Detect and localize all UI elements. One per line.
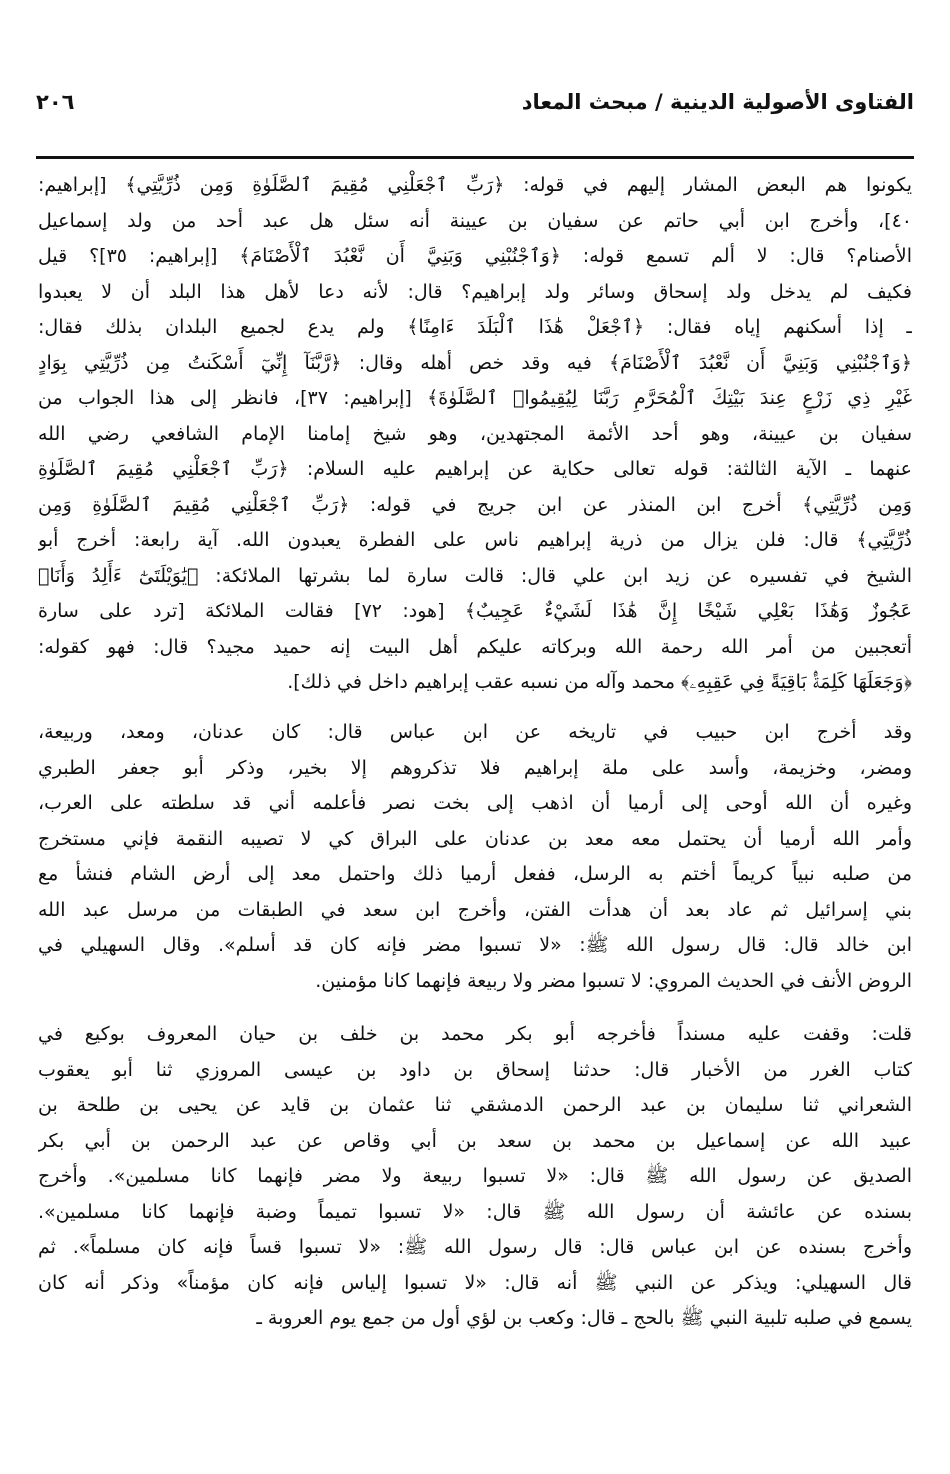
text-line: عنهما ـ الآية الثالثة: قوله تعالى حكاية عن إبراهيم عليه السلام: ﴿رَبِّ ٱجْعَلْنِي مُقِيمَ ٱلصَّلَوٰةِ (38, 458, 912, 480)
text-line: ﴿وَٱجْنُبْنِي وَبَنِيَّ أَن نَّعْبُدَ ٱلْأَصْنَامَ﴾ فيه وقد خص أهله وقال: ﴿رَّبَّنَآ إِنِّيٓ أَسْكَنتُ مِن ذُرِّيَّتِي بِوَادٍ (38, 351, 912, 374)
text-line: وَمِن ذُرِّيَّتِي﴾ أخرج ابن المنذر عن ابن جريج في قوله: ﴿رَبِّ ٱجْعَلْنِي مُقِيمَ ٱلصَّلَوٰةِ وَمِن (38, 493, 912, 516)
text-line: عَجُوزٌ وَهَٰذَا بَعْلِي شَيْخًا إِنَّ هَٰذَا لَشَيْءٌ عَجِيبٌ﴾ [هود: ٧٢] فقالت الملائكة [ترد على سارة (38, 600, 912, 622)
text-line: كتاب الغرر من الأخبار قال: حدثنا إسحاق بن داود بن عيسى المروزي ثنا أبو يعقوب (38, 1058, 912, 1081)
text-line: وقد أخرج ابن حبيب في تاريخه عن ابن عباس قال: كان عدنان، ومعد، وربيعة، (38, 721, 912, 743)
text-line: الأصنام؟ قال: لا ألم تسمع قوله: ﴿وَٱجْنُبْنِي وَبَنِيَّ أَن نَّعْبُدَ ٱلْأَصْنَامَ﴾ [إبراهيم: ٣٥]؟ قيل (38, 245, 912, 267)
text-line: الشعراني ثنا سليمان بن عبد الرحمن الدمشقي ثنا عثمان بن قايد عن يحيى بن طلحة بن (38, 1094, 912, 1116)
running-title: الفتاوى الأصولية الدينية / مبحث المعاد (521, 90, 914, 114)
text-line: أتعجبين من أمر الله رحمة الله وبركاته عليكم أهل البيت إنه حميد مجيد؟ قال: فهو كقوله: (38, 635, 912, 658)
text-line: سفيان بن عيينة، وهو أحد الأئمة المجتهدين، وهو شيخ إمامنا الإمام الشافعي رضي الله (38, 422, 912, 445)
text-line: ومضر، وخزيمة، وأسد على ملة إبراهيم فلا تذكروهم إلا بخير، وذكر أبو جعفر الطبري (38, 756, 912, 779)
text-line: الشيخ في تفسيره عن زيد ابن علي قال: قالت سارة لما بشرتها الملائكة: ﴿يَٰوَيْلَتَىٰٓ ءَأَلِدُ وَأَنَا۠ (38, 564, 912, 587)
text-line: وغيره أن الله أوحى إلى أرميا أن اذهب إلى بخت نصر فأعلمه أني قد سلطته على العرب، (38, 792, 912, 814)
text-line: من صلبه نبياً كريماً أختم به الرسل، ففعل أرميا ذلك واحتمل معد إلى أرض الشام فنشأ مع (38, 863, 912, 885)
text-line: فكيف لم يدخل ولد إسحاق وسائر ولد إبراهيم؟ قال: لأنه دعا لأهل هذا البلد أن لا يعبدوا (38, 280, 912, 303)
page-number: ٢٠٦ (36, 90, 75, 114)
text-line: الروض الأنف في الحديث المروي: لا تسبوا مضر ولا ربيعة فإنهما كانا مؤمنين. (315, 969, 912, 992)
paragraph-3 (38, 1017, 912, 1337)
text-line: غَيْرِ ذِي زَرْعٍ عِندَ بَيْتِكَ ٱلْمُحَرَّمِ رَبَّنَا لِيُقِيمُوا۟ ٱلصَّلَوٰةَ﴾ [إبراهيم: ٣٧]، فانظر إلى هذا الجواب من (38, 387, 912, 409)
text-line: عبيد الله عن إسماعيل بن محمد بن سعد بن أبي وقاص عن عبد الرحمن بن أبي بكر (38, 1129, 912, 1152)
text-line: يسمع في صلبه تلبية النبي ﷺ بالحج ـ قال: وكعب بن لؤي أول من جمع يوم العروبة ـ (256, 1307, 912, 1329)
text-line: ﴿وَجَعَلَهَا كَلِمَةًۢ بَاقِيَةً فِي عَقِبِهِۦ﴾ محمد وآله من نسبه عقب إبراهيم داخل في ذلك]. (287, 671, 912, 693)
text-line: وأخرج بسنده عن ابن عباس قال: قال رسول الله ﷺ: «لا تسبوا قساً فإنه كان مسلماً». ثم (38, 1236, 912, 1258)
running-header (36, 86, 914, 126)
text-line: ٤٠]، وأخرج ابن أبي حاتم عن سفيان بن عيينة أنه سئل هل عبد أحد من ولد إسماعيل (38, 209, 912, 232)
text-line: يكونوا هم البعض المشار إليهم في قوله: ﴿رَبِّ ٱجْعَلْنِي مُقِيمَ ٱلصَّلَوٰةِ وَمِن ذُرِّيَّتِي﴾ [إبراهيم: (38, 174, 912, 196)
text-line: بني إسرائيل ثم عاد بعد أن هدأت الفتن، وأخرج ابن سعد في الطبقات من مرسل عبد الله (38, 898, 912, 921)
text-line: الصديق عن رسول الله ﷺ قال: «لا تسبوا ربيعة ولا مضر فإنهما كانا مسلمين». وأخرج (38, 1165, 912, 1187)
text-line: قلت: وقفت عليه مسنداً فأخرجه أبو بكر محمد بن خلف بن حيان المعروف بوكيع في (38, 1023, 912, 1045)
header-rule (36, 156, 914, 159)
paragraph-1 (38, 168, 912, 701)
text-line: بسنده عن عائشة أن رسول الله ﷺ قال: «لا تسبوا تميماً وضبة فإنهما كانا مسلمين». (38, 1200, 912, 1223)
text-line: ـ إذا أسكنهم إياه فقال: ﴿ٱجْعَلْ هَٰذَا ٱلْبَلَدَ ءَامِنًا﴾ ولم يدع لجميع البلدان بذلك فقال: (38, 316, 912, 338)
text-line: ذُرِّيَّتِي﴾ قال: فلن يزال من ذرية إبراهيم ناس على الفطرة يعبدون الله. آية رابعة: أخرج أبو (38, 529, 912, 551)
text-line: قال السهيلي: ويذكر عن النبي ﷺ أنه قال: «لا تسبوا إلياس فإنه كان مؤمناً» وذكر أنه كان (38, 1271, 912, 1294)
text-line: ابن خالد قال: قال رسول الله ﷺ: «لا تسبوا مضر فإنه كان قد أسلم». وقال السهيلي في (38, 934, 912, 956)
paragraph-2 (38, 715, 912, 999)
text-line: وأمر الله أرميا أن يحتمل معه معد بن عدنان على البراق كي لا تصيبه النقمة فإني مستخرج (38, 827, 912, 850)
